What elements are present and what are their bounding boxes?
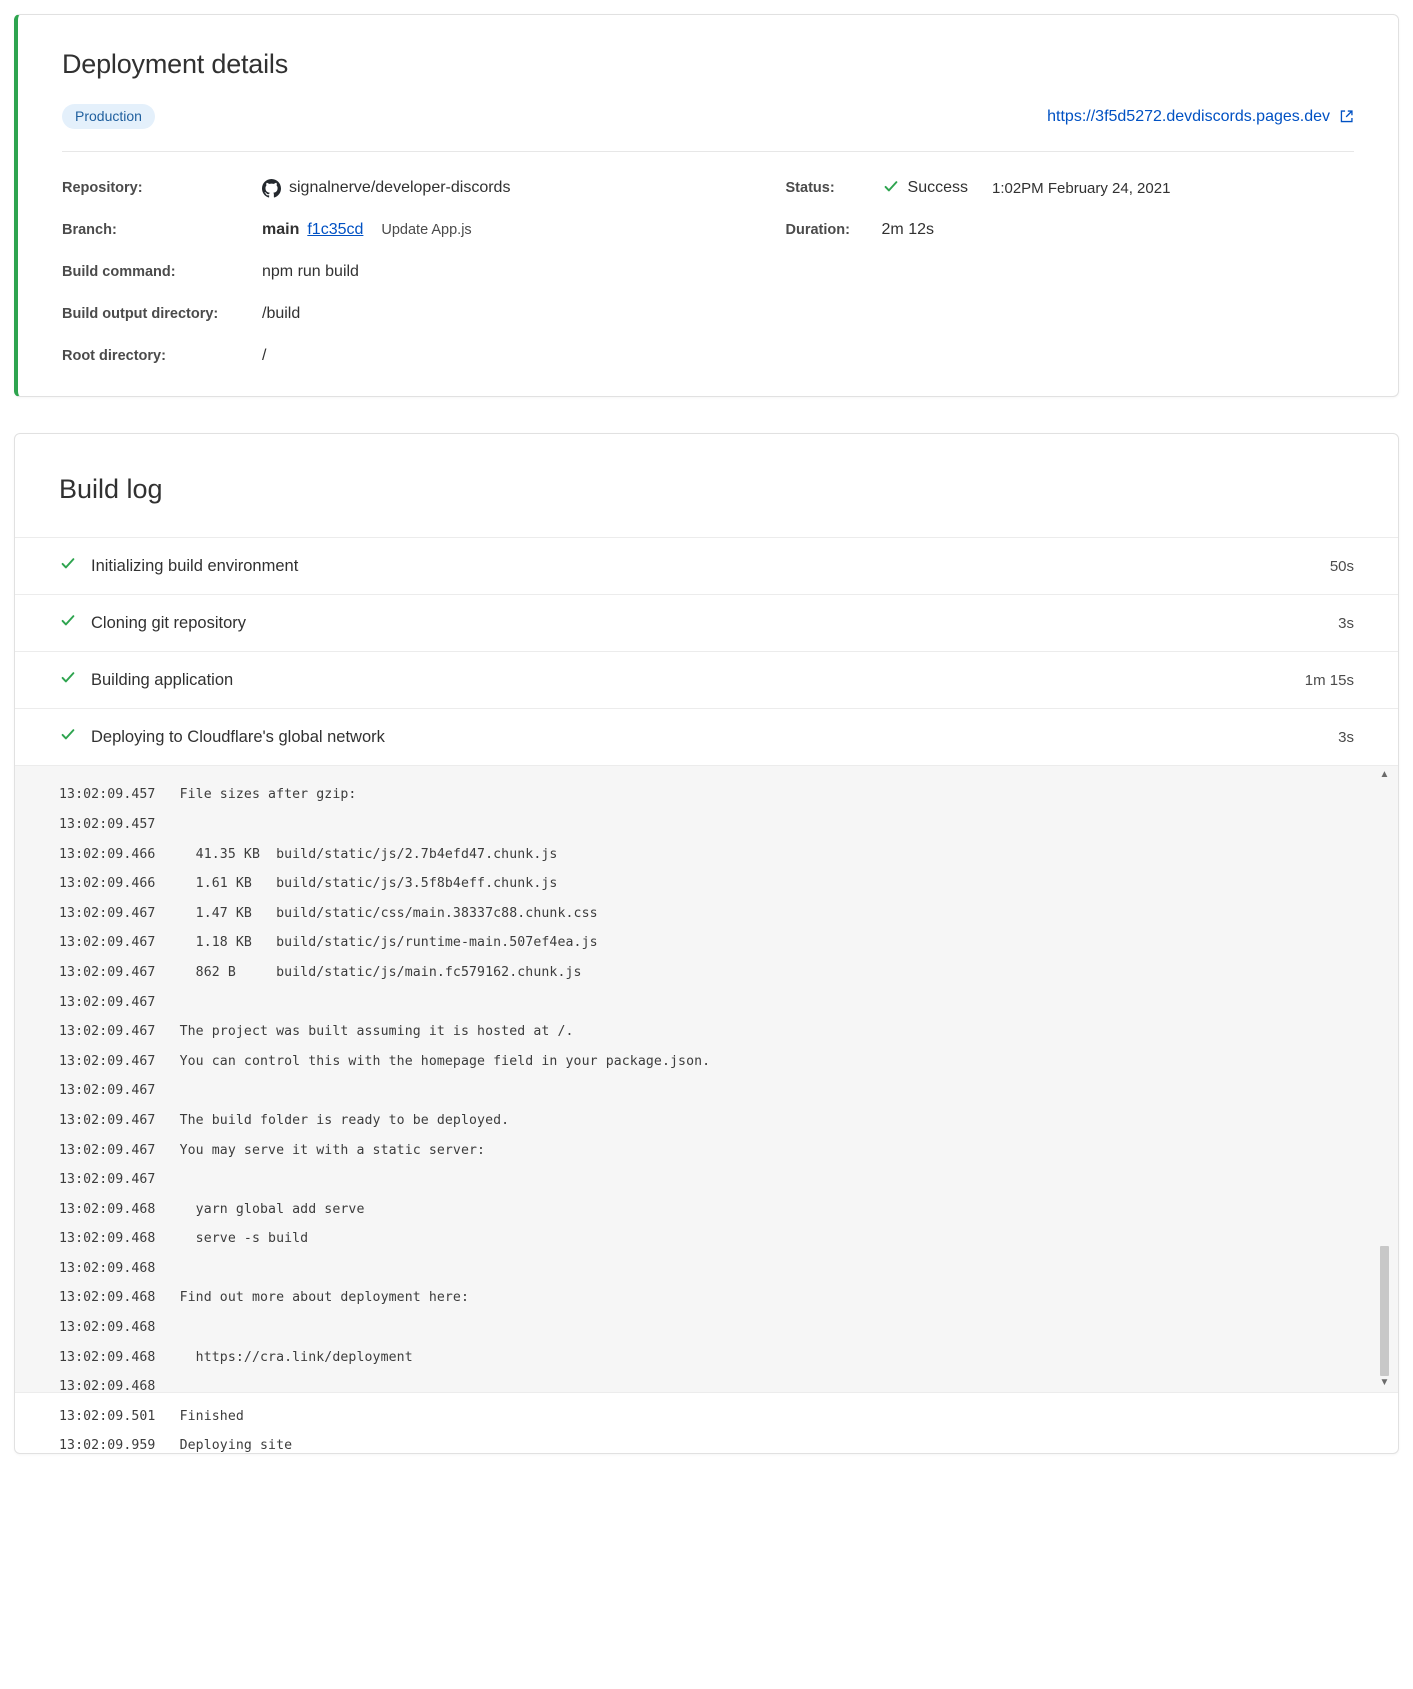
log-line: 13:02:09.457 [59, 816, 156, 832]
repository-value [262, 179, 510, 198]
log-line: 13:02:09.468 [59, 1379, 156, 1395]
page-title: Deployment details [62, 49, 289, 79]
status-badge: Success [907, 179, 968, 197]
build-step-duration: 50s [1329, 557, 1354, 575]
build-log-card [14, 433, 1399, 1454]
check-icon [59, 613, 77, 633]
build-log-title: Build log [59, 474, 163, 505]
build-step-left [59, 556, 298, 576]
branch-name: main [262, 221, 300, 239]
log-line: 13:02:09.468 serve -s build [59, 1231, 309, 1247]
deployment-info-right [786, 178, 1354, 366]
build-output-row [62, 304, 786, 324]
build-step-label: Deploying to Cloudflare's global network [91, 727, 385, 746]
build-step-left [59, 670, 233, 690]
log-line: 13:02:09.467 The project was built assuming it is hosted at /. [59, 1024, 574, 1040]
repository-row [62, 178, 786, 198]
deployment-url-link[interactable] [1047, 108, 1354, 126]
scroll-down-arrow-icon[interactable]: ▼ [1379, 1377, 1390, 1389]
log-line: 13:02:09.468 [59, 1260, 156, 1276]
status-row [786, 178, 1354, 198]
console-lines [15, 766, 1398, 1454]
duration-row [786, 220, 1354, 240]
badge-row [62, 104, 1354, 152]
commit-message: Update App.js [381, 222, 472, 239]
build-step-label: Initializing build environment [91, 556, 299, 575]
log-line: 13:02:09.467 1.18 KB build/static/js/runtime-main.507ef4ea.js [59, 935, 598, 951]
deployment-details-card [14, 14, 1399, 397]
log-line: 13:02:09.468 yarn global add serve [59, 1201, 365, 1217]
status-timestamp: 1:02PM February 24, 2021 [991, 179, 1171, 197]
log-line: 13:02:09.467 You may serve it with a static server: [59, 1142, 486, 1158]
log-line: 13:02:09.468 https://cra.link/deployment [59, 1349, 413, 1365]
log-line: 13:02:09.501 Finished [59, 1408, 244, 1424]
log-line: 13:02:09.467 [59, 994, 156, 1010]
branch-row [62, 220, 786, 240]
status-label: Status: [785, 180, 835, 197]
check-icon [59, 670, 77, 690]
build-step-left [59, 613, 246, 633]
build-command-row [62, 262, 786, 282]
log-line: 13:02:09.457 File sizes after gzip: [59, 787, 357, 803]
log-line: 13:02:09.468 [59, 1320, 156, 1336]
github-icon [262, 179, 281, 198]
build-step-initializing[interactable] [15, 537, 1398, 594]
duration-label: Duration: [785, 222, 850, 239]
log-line: 13:02:09.468 Find out more about deployment here: [59, 1290, 470, 1306]
scrollbar-thumb[interactable] [1380, 1246, 1389, 1376]
repository-label: Repository: [62, 180, 143, 197]
log-line: 13:02:09.467 [59, 1083, 156, 1099]
duration-value: 2m 12s [881, 221, 934, 239]
external-link-icon [1339, 109, 1354, 124]
log-line: 13:02:09.467 862 B build/static/js/main.fc579162.chunk.js [59, 964, 582, 980]
environment-badge: Production [62, 104, 155, 129]
build-command-label: Build command: [62, 264, 176, 281]
scroll-up-arrow-icon[interactable]: ▲ [1379, 769, 1390, 781]
log-line: 13:02:09.467 You can control this with the homepage field in your package.json. [59, 1053, 711, 1069]
commit-hash-link[interactable]: f1c35cd [307, 221, 364, 239]
deployment-info-grid [62, 152, 1354, 366]
build-output-value: /build [262, 305, 301, 323]
log-line: 13:02:09.467 1.47 KB build/static/css/main.38337c88.chunk.css [59, 905, 598, 921]
build-step-label: Building application [91, 670, 234, 689]
log-line: 13:02:09.466 1.61 KB build/static/js/3.5f8b4eff.chunk.js [59, 876, 558, 892]
deployment-info-left [62, 178, 786, 366]
build-output-label: Build output directory: [62, 306, 219, 323]
root-directory-row [62, 346, 786, 366]
repository-name: signalnerve/developer-discords [289, 179, 511, 197]
log-line: 13:02:09.467 [59, 1172, 156, 1188]
build-step-duration: 3s [1338, 728, 1354, 746]
branch-value [262, 221, 472, 239]
build-step-deploying[interactable] [15, 708, 1398, 765]
build-step-label: Cloning git repository [91, 613, 246, 632]
check-icon [882, 179, 900, 197]
root-directory-value: / [262, 347, 267, 365]
build-log-console[interactable] [15, 765, 1398, 1454]
build-step-building[interactable] [15, 651, 1398, 708]
check-icon [59, 556, 77, 576]
build-step-duration: 1m 15s [1304, 671, 1354, 689]
check-icon [59, 727, 77, 747]
build-step-cloning[interactable] [15, 594, 1398, 651]
build-command-value: npm run build [262, 263, 359, 281]
log-line: 13:02:09.959 Deploying site [59, 1438, 293, 1454]
console-scrollbar[interactable] [1378, 766, 1391, 1392]
root-directory-label: Root directory: [62, 348, 166, 365]
deployment-url-text: https://3f5d5272.devdiscords.pages.dev [1047, 107, 1330, 125]
branch-label: Branch: [62, 222, 117, 239]
log-line: 13:02:09.467 The build folder is ready to be deployed. [59, 1112, 510, 1128]
status-value [882, 179, 1171, 197]
log-line: 13:02:09.466 41.35 KB build/static/js/2.7b4efd47.chunk.js [59, 846, 558, 862]
build-step-left [59, 727, 385, 747]
build-step-duration: 3s [1338, 614, 1354, 632]
